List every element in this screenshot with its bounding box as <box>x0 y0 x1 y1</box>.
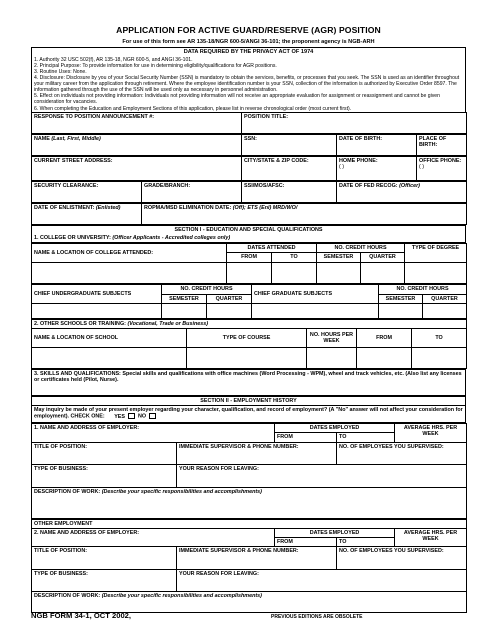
position-title-field[interactable]: TITLE OF POSITION: <box>32 442 177 464</box>
home-phone-field[interactable]: HOME PHONE: ( ) <box>337 156 417 180</box>
office-phone-field[interactable]: OFFICE PHONE: ( ) <box>417 156 467 180</box>
position-title-field[interactable]: POSITION TITLE: <box>242 112 467 133</box>
school-name-header: NAME & LOCATION OF SCHOOL <box>32 328 187 347</box>
privacy-line: 6. When completing the Education and Employment Sections of this application, please list in reverse chronological order (most current first). <box>34 105 352 112</box>
privacy-act-statement <box>31 47 466 111</box>
clearance-row <box>31 181 467 203</box>
semester-header: SEMESTER <box>379 294 423 303</box>
from-header: FROM <box>275 537 337 546</box>
fed-recog-date-field[interactable]: DATE OF FED RECOG: (Officer) <box>337 181 467 202</box>
other-employment-heading: OTHER EMPLOYMENT <box>32 519 467 528</box>
employment-section-header <box>31 396 466 423</box>
employees-supervised-field[interactable]: NO. OF EMPLOYEES YOU SUPERVISED: <box>337 442 467 464</box>
form-number: NGB FORM 34-1, OCT 2002, <box>31 611 132 620</box>
personal-info-table <box>31 112 467 134</box>
college-table <box>31 243 467 284</box>
other-schools-table <box>31 319 467 369</box>
work-description-field[interactable]: DESCRIPTION OF WORK: (Describe your specific responsibilities and accomplishments) <box>32 592 467 613</box>
work-description-field[interactable]: DESCRIPTION OF WORK: (Describe your specific responsibilities and accomplishments) <box>32 487 467 518</box>
to-header: TO <box>337 433 395 442</box>
education-section-header <box>31 225 466 243</box>
privacy-line: 5. Effect on individuals not providing information: Individuals not providing information will not receive an appropriate evaluation for assignment or reassignment and cannot be given consideration for vacancies. <box>34 93 440 106</box>
obsolete-notice: PREVIOUS EDITIONS ARE OBSOLETE <box>271 614 363 620</box>
address-row <box>31 156 467 181</box>
school-from[interactable] <box>357 347 412 368</box>
employer-1-table <box>31 423 467 518</box>
grad-subjects-header: CHIEF GRADUATE SUBJECTS <box>252 285 379 303</box>
business-type-field[interactable]: TYPE OF BUSINESS: <box>32 570 177 592</box>
announcement-number-field[interactable]: RESPONSE TO POSITION ANNOUNCEMENT #: <box>32 112 242 133</box>
privacy-line: 3. Routine Uses: None. <box>34 68 87 75</box>
employer-2-table <box>31 519 467 614</box>
credit-hours-header: NO. CREDIT HOURS <box>317 244 405 253</box>
skills-table <box>31 369 466 396</box>
enlistment-row <box>31 203 467 225</box>
employees-supervised-field[interactable]: NO. OF EMPLOYEES YOU SUPERVISED: <box>337 547 467 570</box>
college-entry[interactable] <box>32 263 227 284</box>
place-of-birth-field[interactable]: PLACE OF BIRTH: <box>417 134 467 155</box>
college-semester[interactable] <box>317 263 361 284</box>
dates-employed-header: DATES EMPLOYED <box>275 528 395 537</box>
grad-subject-entry[interactable] <box>252 303 379 318</box>
course-type-header: TYPE OF COURSE <box>187 328 307 347</box>
to-header: TO <box>337 537 395 546</box>
supervisor-field[interactable]: IMMEDIATE SUPERVISOR & PHONE NUMBER: <box>177 547 337 570</box>
school-to[interactable] <box>412 347 467 368</box>
school-entry[interactable] <box>32 347 187 368</box>
yes-checkbox[interactable] <box>128 413 135 419</box>
name-row <box>31 134 467 156</box>
business-type-field[interactable]: TYPE OF BUSINESS: <box>32 464 177 487</box>
undergrad-semester[interactable] <box>162 303 207 318</box>
avg-hours-header: AVERAGE HRS. PER WEEK <box>395 424 467 442</box>
dates-employed-header: DATES EMPLOYED <box>275 424 395 433</box>
college-quarter[interactable] <box>361 263 405 284</box>
grad-quarter[interactable] <box>423 303 467 318</box>
security-clearance-field[interactable]: SECURITY CLEARANCE: <box>32 181 142 202</box>
quarter-header: QUARTER <box>207 294 252 303</box>
section-ii-title: SECTION II - EMPLOYMENT HISTORY <box>32 396 466 405</box>
privacy-act-heading: DATA REQUIRED BY THE PRIVACY ACT OF 1974 <box>183 49 314 56</box>
dates-attended-header: DATES ATTENDED <box>227 244 317 253</box>
college-from[interactable] <box>227 263 272 284</box>
ssi-mos-afsc-field[interactable]: SSI/MOS/AFSC: <box>242 181 337 202</box>
ssn-field[interactable]: SSN: <box>242 134 337 155</box>
reason-leaving-field[interactable]: YOUR REASON FOR LEAVING: <box>177 464 467 487</box>
employer-2-name-field[interactable]: 2. NAME AND ADDRESS OF EMPLOYER: <box>32 528 275 546</box>
college-degree[interactable] <box>405 263 467 284</box>
college-name-field[interactable]: NAME & LOCATION OF COLLEGE ATTENDED: <box>32 244 227 263</box>
hours-week-header: NO. HOURS PER WEEK <box>307 328 357 347</box>
semester-header: SEMESTER <box>162 294 207 303</box>
from-header: FROM <box>357 328 412 347</box>
quarter-header: QUARTER <box>361 253 405 263</box>
grad-credit-header: NO. CREDIT HOURS <box>379 285 467 294</box>
semester-header: SEMESTER <box>317 253 361 263</box>
skills-field[interactable]: 3. SKILLS AND QUALIFICATIONS: Special skills and qualifications with office machines (Word Processing - WPM), wheel and track vehicles, etc. (Also list any licenses or certificates held (Pilot, Nurse). <box>32 369 466 395</box>
college-to[interactable] <box>272 263 317 284</box>
grad-semester[interactable] <box>379 303 423 318</box>
to-header: TO <box>272 253 317 263</box>
employer-inquiry-question: May inquiry be made of your present employer regarding your character, qualification, and record of employment? (A "No" answer will not affect your consideration for employment). CHECK ONE: YES NO <box>32 406 466 423</box>
form-page <box>31 26 466 613</box>
section-i-title: SECTION I - EDUCATION AND SPECIAL QUALIFICATIONS <box>32 225 466 234</box>
degree-type-header: TYPE OF DEGREE <box>405 244 467 263</box>
grade-branch-field[interactable]: GRADE/BRANCH: <box>142 181 242 202</box>
from-header: FROM <box>275 433 337 442</box>
privacy-line: 1. Authority 32 USC 502(f), AR 135-18, NGR 600-5, and ANGI 36-101. <box>34 56 193 63</box>
to-header: TO <box>412 328 467 347</box>
reason-leaving-field[interactable]: YOUR REASON FOR LEAVING: <box>177 570 467 592</box>
quarter-header: QUARTER <box>423 294 467 303</box>
course-entry[interactable] <box>187 347 307 368</box>
avg-hours-header: AVERAGE HRS. PER WEEK <box>395 528 467 546</box>
form-title: APPLICATION FOR ACTIVE GUARD/RESERVE (AGR) POSITION <box>116 25 381 35</box>
college-heading: 1. COLLEGE OR UNIVERSITY: (Officer Applicants - Accredited colleges only) <box>32 234 466 243</box>
supervisor-field[interactable]: IMMEDIATE SUPERVISOR & PHONE NUMBER: <box>177 442 337 464</box>
enlistment-date-field[interactable]: DATE OF ENLISTMENT: (Enlisted) <box>32 203 142 224</box>
undergrad-subjects-header: CHIEF UNDERGRADUATE SUBJECTS <box>32 285 162 303</box>
undergrad-subject-entry[interactable] <box>32 303 162 318</box>
privacy-line: 2. Principal Purpose: To provide information for use in determining eligibility/qualifications for AGR positions. <box>34 62 277 69</box>
hours-entry[interactable] <box>307 347 357 368</box>
undergrad-quarter[interactable] <box>207 303 252 318</box>
city-state-zip-field[interactable]: CITY/STATE & ZIP CODE: <box>242 156 337 180</box>
position-title-field[interactable]: TITLE OF POSITION: <box>32 547 177 570</box>
other-schools-heading: 2. OTHER SCHOOLS OR TRAINING: (Vocational, Trade or Business) <box>32 319 467 328</box>
street-address-field[interactable]: CURRENT STREET ADDRESS: <box>32 156 242 180</box>
subjects-table <box>31 284 467 318</box>
date-of-birth-field[interactable]: DATE OF BIRTH: <box>337 134 417 155</box>
employer-1-name-field[interactable]: 1. NAME AND ADDRESS OF EMPLOYER: <box>32 424 275 442</box>
form-subtitle: For use of this form see AR 135-18/NGR 600-5/ANGI 36-101; the proponent agency is NGB-ARH <box>122 38 375 45</box>
ropma-date-field[interactable]: ROPMA/MSD ELIMINATION DATE: (Off); ETS (Enl) MRD/WO/ <box>142 203 467 224</box>
privacy-line: 4. Disclosure: Disclosure by you of your Social Security Number (SSN) is mandatory to obtain the services, benefits, or processes that you seek. The SSN is used as an identifier throughout your military career from the application through retirement. Where the employee identification number is your SSN, collection of the information is authorized by Executive Order 8597. The information gathered through the use of the SSN will be used only as necessary in personnel administration. <box>34 75 460 94</box>
name-field[interactable]: NAME (Last, First, Middle) <box>32 134 242 155</box>
undergrad-credit-header: NO. CREDIT HOURS <box>162 285 252 294</box>
no-checkbox[interactable] <box>149 413 156 419</box>
from-header: FROM <box>227 253 272 263</box>
